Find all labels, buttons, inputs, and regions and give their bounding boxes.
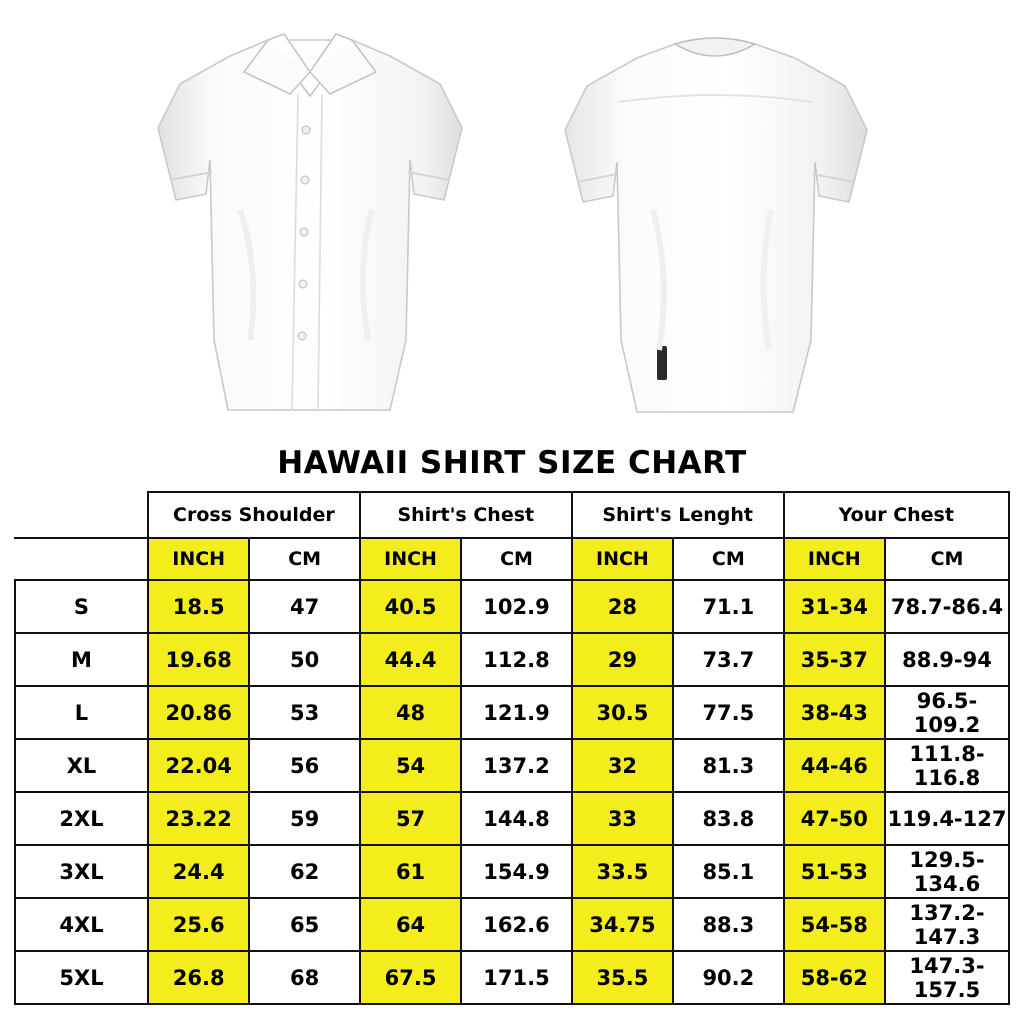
cell-chest-cm: 102.9: [461, 580, 571, 633]
unit-corner-blank: [15, 538, 148, 580]
cell-cross-shoulder-inch: 19.68: [148, 633, 249, 686]
cell-chest-inch: 64: [360, 898, 461, 951]
cell-size: L: [15, 686, 148, 739]
table-unit-header-row: [15, 538, 1009, 580]
cell-chest-inch: 67.5: [360, 951, 461, 1004]
cell-your-chest-cm: 78.7-86.4: [885, 580, 1009, 633]
cell-length-cm: 81.3: [673, 739, 783, 792]
table-group-header-row: [15, 492, 1009, 538]
header-corner-blank: [15, 492, 148, 538]
cell-your-chest-inch: 47-50: [784, 792, 885, 845]
header-your-chest: Your Chest: [784, 492, 1009, 538]
cell-chest-inch: 57: [360, 792, 461, 845]
cell-length-inch: 34.75: [572, 898, 673, 951]
cell-chest-cm: 144.8: [461, 792, 571, 845]
cell-your-chest-cm: 96.5-109.2: [885, 686, 1009, 739]
unit-length-inch: INCH: [572, 538, 673, 580]
cell-your-chest-inch: 31-34: [784, 580, 885, 633]
cell-cross-shoulder-cm: 47: [249, 580, 359, 633]
cell-length-cm: 85.1: [673, 845, 783, 898]
cell-length-cm: 71.1: [673, 580, 783, 633]
cell-cross-shoulder-cm: 50: [249, 633, 359, 686]
header-shirts-lenght: Shirt's Lenght: [572, 492, 784, 538]
table-row: [15, 686, 1009, 739]
cell-cross-shoulder-cm: 68: [249, 951, 359, 1004]
cell-your-chest-inch: 44-46: [784, 739, 885, 792]
unit-chest-inch: INCH: [360, 538, 461, 580]
cell-cross-shoulder-inch: 20.86: [148, 686, 249, 739]
cell-your-chest-inch: 58-62: [784, 951, 885, 1004]
header-cross-shoulder: Cross Shoulder: [148, 492, 360, 538]
cell-length-inch: 33.5: [572, 845, 673, 898]
cell-cross-shoulder-inch: 22.04: [148, 739, 249, 792]
cell-length-inch: 28: [572, 580, 673, 633]
size-chart-table: [14, 491, 1010, 1005]
cell-cross-shoulder-cm: 59: [249, 792, 359, 845]
cell-chest-inch: 48: [360, 686, 461, 739]
cell-your-chest-inch: 51-53: [784, 845, 885, 898]
table-row: [15, 633, 1009, 686]
unit-your-chest-inch: INCH: [784, 538, 885, 580]
shirt-back-illustration: [545, 10, 885, 430]
cell-length-inch: 32: [572, 739, 673, 792]
cell-length-cm: 77.5: [673, 686, 783, 739]
cell-cross-shoulder-inch: 25.6: [148, 898, 249, 951]
cell-chest-cm: 171.5: [461, 951, 571, 1004]
table-row: [15, 845, 1009, 898]
cell-cross-shoulder-cm: 62: [249, 845, 359, 898]
cell-chest-cm: 112.8: [461, 633, 571, 686]
unit-cross-shoulder-inch: INCH: [148, 538, 249, 580]
cell-chest-cm: 162.6: [461, 898, 571, 951]
unit-chest-cm: CM: [461, 538, 571, 580]
cell-your-chest-inch: 35-37: [784, 633, 885, 686]
unit-length-cm: CM: [673, 538, 783, 580]
cell-cross-shoulder-cm: 53: [249, 686, 359, 739]
cell-cross-shoulder-cm: 56: [249, 739, 359, 792]
cell-your-chest-inch: 38-43: [784, 686, 885, 739]
cell-length-cm: 90.2: [673, 951, 783, 1004]
cell-length-inch: 30.5: [572, 686, 673, 739]
cell-your-chest-cm: 129.5-134.6: [885, 845, 1009, 898]
table-row: [15, 951, 1009, 1004]
cell-size: 3XL: [15, 845, 148, 898]
cell-length-inch: 35.5: [572, 951, 673, 1004]
cell-chest-inch: 54: [360, 739, 461, 792]
cell-length-cm: 83.8: [673, 792, 783, 845]
table-row: [15, 898, 1009, 951]
header-shirts-chest: Shirt's Chest: [360, 492, 572, 538]
cell-size: S: [15, 580, 148, 633]
cell-chest-cm: 154.9: [461, 845, 571, 898]
page-title: HAWAII SHIRT SIZE CHART: [277, 445, 747, 481]
cell-cross-shoulder-inch: 24.4: [148, 845, 249, 898]
cell-size: 4XL: [15, 898, 148, 951]
cell-your-chest-cm: 111.8-116.8: [885, 739, 1009, 792]
cell-length-inch: 29: [572, 633, 673, 686]
cell-your-chest-inch: 54-58: [784, 898, 885, 951]
cell-your-chest-cm: 88.9-94: [885, 633, 1009, 686]
cell-your-chest-cm: 147.3-157.5: [885, 951, 1009, 1004]
cell-length-inch: 33: [572, 792, 673, 845]
cell-length-cm: 73.7: [673, 633, 783, 686]
table-row: [15, 792, 1009, 845]
cell-size: XL: [15, 739, 148, 792]
cell-your-chest-cm: 137.2-147.3: [885, 898, 1009, 951]
cell-cross-shoulder-inch: 18.5: [148, 580, 249, 633]
shirt-front-illustration: [140, 10, 480, 430]
unit-cross-shoulder-cm: CM: [249, 538, 359, 580]
cell-chest-inch: 40.5: [360, 580, 461, 633]
cell-chest-inch: 44.4: [360, 633, 461, 686]
cell-size: M: [15, 633, 148, 686]
cell-chest-cm: 137.2: [461, 739, 571, 792]
size-chart-table-wrap: [0, 491, 1024, 1005]
cell-size: 5XL: [15, 951, 148, 1004]
table-body: [15, 580, 1009, 1004]
cell-size: 2XL: [15, 792, 148, 845]
cell-chest-cm: 121.9: [461, 686, 571, 739]
table-row: [15, 580, 1009, 633]
cell-chest-inch: 61: [360, 845, 461, 898]
table-row: [15, 739, 1009, 792]
cell-cross-shoulder-inch: 26.8: [148, 951, 249, 1004]
unit-your-chest-cm: CM: [885, 538, 1009, 580]
cell-cross-shoulder-inch: 23.22: [148, 792, 249, 845]
cell-length-cm: 88.3: [673, 898, 783, 951]
cell-your-chest-cm: 119.4-127: [885, 792, 1009, 845]
shirt-illustrations: [0, 0, 1024, 445]
cell-cross-shoulder-cm: 65: [249, 898, 359, 951]
